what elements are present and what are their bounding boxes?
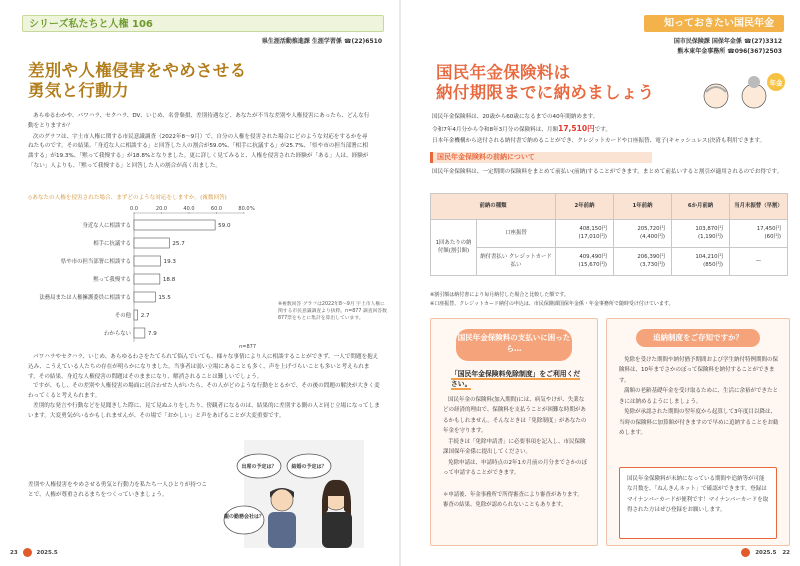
bubble-text-3: 親の勤務会社は？ (223, 514, 265, 520)
table-cell-kind: 口座振替 (477, 220, 556, 248)
bar-value-label: 15.5 (158, 295, 171, 301)
lead-line-1: 国民年金保険料は、20歳から60歳になるまでの40年間納めます。 (432, 114, 599, 120)
body-paragraph: 差別的な発言や行動などを見聞きした際に、見て見ぬふりをしたり、傍観者になるのは、結果的に差別する側の人と同じ立場になってしまいます。大変勇気がいるかもしれませんが、その場で「おかしい」と声をあげることが大変重要です。 (28, 402, 380, 419)
x-tick-label: 60.0 (210, 206, 223, 212)
right-title-line1: 国民年金保険料は (436, 63, 571, 82)
category-label: その他 (114, 313, 131, 319)
table-header: 当月末振替（早割） (730, 194, 788, 220)
table-discount: (15,670円) (578, 261, 607, 268)
bar-value-label: 19.3 (163, 259, 177, 265)
table-discount: (3,730円) (639, 261, 665, 268)
table-cell (614, 248, 672, 276)
exemption-callout (451, 369, 581, 389)
left-title-line1: 差別や人権侵害をやめさせる (28, 61, 247, 80)
left-page-number (10, 548, 58, 557)
bar-value-label: 59.0 (218, 223, 231, 229)
lead-paragraph: あらゆるわかや、パワハラ、セクハラ、DV、いじめ、名誉棄損、差別待遇など、あなたが不当な差別や人権侵害にあったら、どんな行動をとりますか？ (28, 113, 370, 129)
left-closing: 差別や人権侵害をやめさせる勇気と行動力を私たち一人ひとりが持つことで、人権が尊重されるまちをつくっていきましょう。 (28, 482, 208, 498)
box-paragraph: 手続きは「免除申請書」に必要事項を記入し、市民保険課国保年金係に提出してください。 (443, 438, 586, 456)
bar-value-label: 25.7 (172, 241, 185, 247)
lead-line-3: 日本年金機構から送付される納付書で納めることができ、クレジットカードや口座振替、電子(キャッシュレス)決済も利用できます。 (432, 137, 766, 144)
chart-title: ◇あなたの人権を侵害された場合、まずどのような対応をしますか。(複数回答) (28, 195, 227, 201)
table-header: 2年前納 (556, 194, 614, 220)
harassment-illustration (214, 440, 364, 548)
box-paragraph: 国民年金の保険料(加入期間)には、病気やけが、失業などの経済的理由で、保険料を支払うことが困難な時期があるかもしれません。そんなときは「免除制度」があなたの年金を守ります。 (443, 397, 587, 435)
table-row (431, 248, 788, 276)
table-value: 17,450円 (756, 225, 781, 232)
table-value: — (755, 257, 762, 264)
exemption-footnote: ＊申請後、年金事務所で所得審査により審査があります。審査の結果、免除が認められないこともあります。 (443, 492, 583, 508)
interviewer-icon (268, 488, 296, 548)
right-dept-contact-2: 熊本東年金事務所 ☎096(367)2503 (677, 48, 782, 55)
x-tick-label: 0.0 (130, 206, 138, 212)
bar (134, 238, 169, 248)
table-discount: (1,190円) (697, 233, 723, 240)
x-tick-label: 20.0 (155, 206, 168, 212)
bar (134, 292, 155, 302)
exemption-box (430, 318, 598, 546)
category-label: わからない (104, 331, 131, 337)
table-value: 408,150円 (579, 225, 607, 232)
category-label: 法務局または人権擁護委員に相談する (39, 295, 131, 301)
table-value: 206,390円 (637, 253, 665, 260)
prepay-table (430, 193, 788, 276)
table-notes (430, 291, 790, 308)
pension-couple-illustration (696, 68, 786, 112)
table-cell (614, 220, 672, 248)
table-note: ※割引額は納付書により毎月納付した場合と比較した額です。 (430, 292, 569, 298)
lead-line-2-text: 令和7年4月分から令和8年3月分の保険料は、月額 (432, 127, 559, 134)
bar-value-label: 7.9 (147, 331, 157, 337)
category-label: 相手に抗議する (93, 241, 131, 247)
table-cell (672, 248, 730, 276)
table-value: 409,490円 (579, 253, 607, 260)
chart-note: ※複数回答 グラフは2022年8〜9月 宇土市人権に関する市民意識調査より抜粋。n=877 調査回答数877票をもとに集計を算出しています。 (278, 302, 387, 321)
table-value: 103,870円 (695, 225, 723, 232)
prepay-subheading-text: 国民年金保険料の前納について (437, 153, 535, 161)
bar (134, 310, 138, 320)
page-number: 23 (10, 549, 18, 556)
issue-date: 2025.5 (755, 549, 777, 556)
body-paragraph: パワハラやセクハラ、いじめ、あらゆるわさをたてられて悩んでいても、様々な事情により人に相談することができず、一人で問題を抱え込み、こうえている人たちの存在が明らかになりました。当事者は弱い立場にあることも多く、声を上げづらいことも多いと考えられます。その結果、身近な人権侵害の問題はそのままになり、解消されることは難しいでしょう。 (28, 354, 379, 380)
prepay-description: 国民年金保険料は、一定期間の保険料をまとめて前払い(前納)することができます。まとめて前払いすると割引が適用されるのでお得です。 (432, 169, 783, 175)
response-bar-chart (24, 198, 274, 350)
table-cell (730, 220, 788, 248)
right-dept-contact-1: 国市民保険課 国保年金係 ☎(27)3312 (673, 38, 782, 45)
table-header-row (431, 194, 788, 220)
right-page (400, 0, 800, 566)
table-header: 1年前納 (614, 194, 672, 220)
bubble-text-2: 結婚の予定は？ (291, 464, 327, 470)
illus-label: 年金 (769, 79, 783, 87)
box-paragraph: 免除申請は、申請時点の2年1カ月前の月分までさかのぼって申請することができます。 (443, 459, 588, 477)
table-header: 6か月前納 (672, 194, 730, 220)
category-label: 身近な人に相談する (82, 223, 131, 229)
table-cell-kind: 納付書払い クレジットカード払い (477, 248, 556, 276)
monthly-premium: 17,510円 (558, 124, 595, 134)
right-page-number (738, 548, 790, 557)
table-discount: (60円) (764, 233, 781, 240)
exemption-text (443, 395, 589, 479)
table-cell (556, 248, 614, 276)
table-note: ※口座振替、クレジットカード納付の申込は、市民保険課国保年金係・年金事務所で随時受け付けています。 (430, 300, 674, 307)
left-body (28, 353, 380, 421)
bar-value-label: 18.8 (162, 277, 176, 283)
table-row-label: 1回あたりの納付額(割引額) (431, 220, 477, 276)
bar (134, 256, 161, 266)
nenkin-net-box: 国民年金保険料が未納になっている期間や追納等が可能な月数を、「ねんきんネット」で確認ができます。登録はマイナンバーカードが便利です！マイナンバーカードを取得された方はぜひ登録をお願いします。 (619, 467, 777, 539)
table-cell (556, 220, 614, 248)
bubble-text-1: 出席の予定は？ (241, 464, 277, 470)
x-unit-label: % (250, 206, 255, 212)
applicant-icon (322, 480, 352, 548)
box-paragraph: 免除が承認された期間の翌年度から起算して3年度目以降は、当時の保険料に加算額が付きますので早めに追納することをお勧めします。 (619, 409, 779, 437)
prepay-subheading (430, 152, 652, 163)
late-payment-box (606, 318, 790, 546)
bar (134, 328, 145, 338)
lead-line-2-end: です。 (594, 127, 611, 134)
table-row (431, 220, 788, 248)
sample-size-label: n=877 (239, 344, 256, 350)
category-label: 黙って我慢する (93, 277, 131, 283)
elderly-woman-icon (742, 76, 766, 108)
series-banner (22, 15, 384, 32)
pension-banner (644, 15, 784, 32)
exemption-pill: 国民年金保険料の支払いに困ったら… (456, 329, 572, 361)
left-title-line2: 勇気と行動力 (28, 81, 129, 100)
late-payment-pill: 追納制度をご存知ですか？ (636, 329, 760, 347)
x-tick-label: 40.0 (183, 206, 195, 212)
bubble-icon (224, 506, 264, 534)
table-value: 205,720円 (637, 225, 665, 232)
lead-line-2 (432, 122, 784, 136)
right-lead (432, 112, 784, 146)
series-banner-title: シリーズ私たちと人権 106 (29, 19, 153, 30)
late-payment-text (619, 355, 781, 439)
box-paragraph: 満額の老齢基礎年金を受け取るために、生活に余裕ができたときには納めるようにしましょう。 (619, 388, 779, 405)
bar (134, 220, 215, 230)
bar-value-label: 2.7 (140, 313, 150, 319)
elderly-man-icon (704, 84, 728, 108)
exemption-callout-text: 「国民年金保険料免除制度」をご利用ください。 (451, 370, 581, 389)
table-cell (672, 220, 730, 248)
lead-paragraph: 次のグラフは、宇土市人権に関する市民意識調査（2022年8〜9月）で、自分の人権を侵害された場合にどのような対応をするかを尋ねたものです。その結果、「身近な人に相談する」と回答した人の割合が59.0%、「相手に抗議する」が25.7%、「県や市の担当部署に相談する」が19.3%、「黙って我慢する」が18.8%となりました。更に詳しく見てみると、人権を侵害された経験が「ある」人は、経験が「ない」人よりも、「黙って我慢する」と回答した人の割合が高く出ました。 (28, 133, 369, 169)
x-tick-label: 80.0 (238, 206, 250, 212)
table-header: 前納の種類 (431, 194, 556, 220)
left-lead (28, 112, 370, 173)
table-discount: (17,010円) (578, 233, 607, 240)
right-title-line2: 納付期限までに納めましょう (436, 83, 655, 102)
category-label: 県や市の担当部署に相談する (60, 259, 131, 265)
table-discount: (4,400円) (639, 233, 665, 240)
pension-banner-title: 知っておきたい国民年金 (664, 18, 774, 29)
page-number: 22 (782, 549, 790, 556)
box-paragraph: 免除を受けた期間や納付猶予期間および学生納付特例期間の保険料は、10年までさかのぼって保険料を納付することができます。 (619, 357, 779, 384)
left-dept-contact: 県生涯活動推進課 生涯学習係 ☎(22)6510 (261, 38, 382, 45)
table-discount: (850円) (703, 261, 723, 268)
logo-mark-icon (23, 548, 32, 557)
table-value: 104,210円 (695, 253, 723, 260)
logo-mark-icon (741, 548, 750, 557)
issue-date: 2025.5 (36, 549, 58, 556)
table-cell (730, 248, 788, 276)
bar (134, 274, 160, 284)
body-paragraph: ですが、もし、その差別や人権侵害の場面に居合わせた人がいたら、その人がどのような行動をとるかで、その後の問題の解決が大きく変わってくると考えられます。 (28, 383, 380, 400)
